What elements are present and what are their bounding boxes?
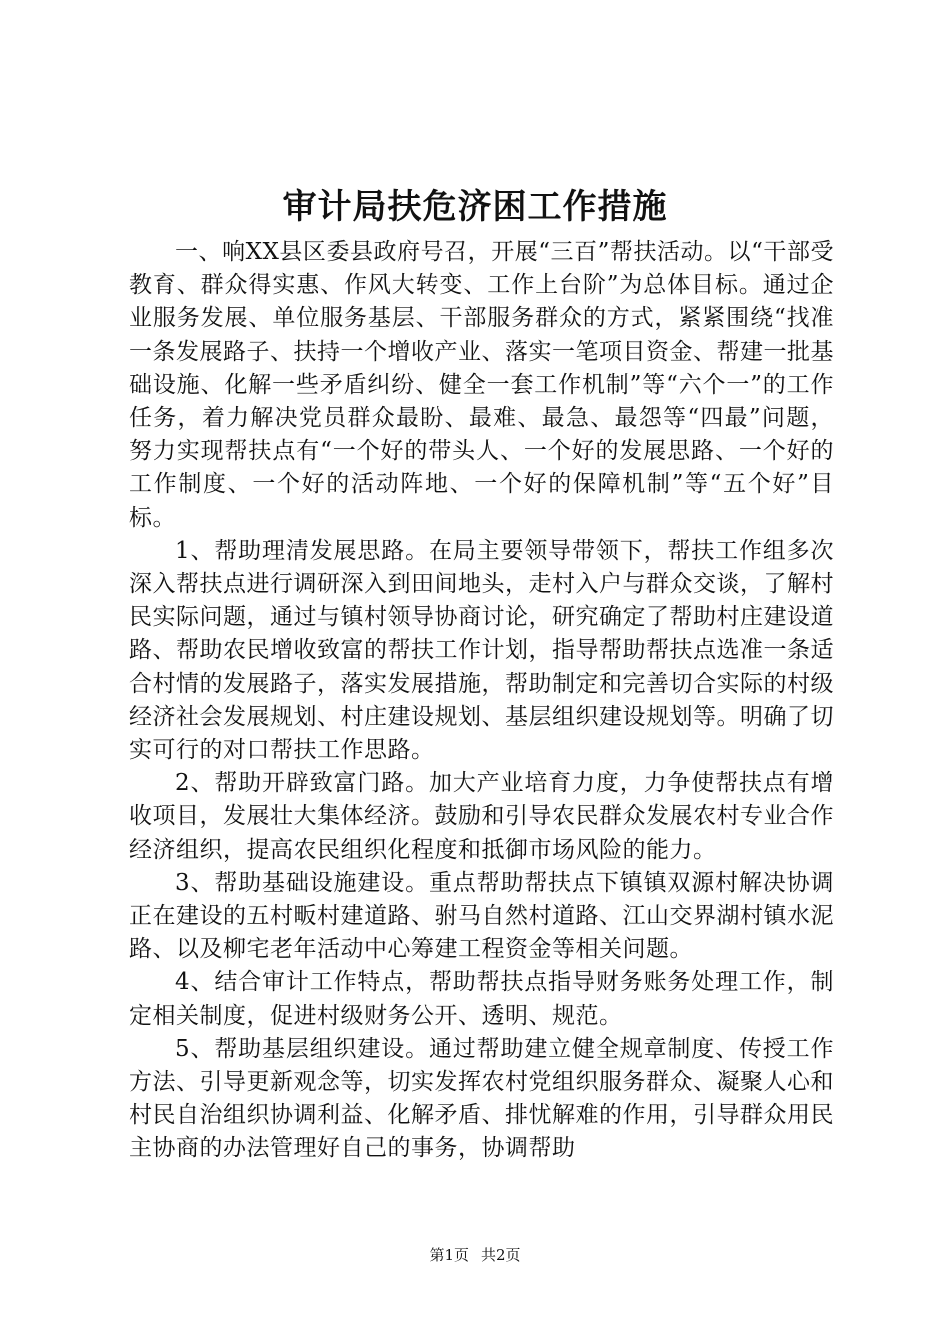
document-title: 审计局扶危济困工作措施 (282, 187, 668, 227)
page-number-total: 共2页 (481, 1246, 521, 1264)
document-body (129, 236, 834, 1166)
page-number-current: 第1页 (429, 1246, 469, 1264)
paragraph-item-2: 2、帮助开辟致富门路。加大产业培育力度，力争使帮扶点有增收项目，发展壮大集体经济。鼓励和引导农民群众发展农村专业合作经济组织，提高农民组织化程度和抵御市场风险的能力。 (129, 770, 834, 863)
paragraph-intro: 一、响XX县区委县政府号召，开展“三百”帮扶活动。以“干部受教育、群众得实惠、作风大转变、工作上台阶”为总体目标。通过企业服务发展、单位服务基层、干部服务群众的方式，紧紧围绕“找准一条发展路子、扶持一个增收产业、落实一笔项目资金、帮建一批基础设施、化解一些矛盾纠纷、健全一套工作机制”等“六个一”的工作任务，着力解决党员群众最盼、最难、最急、最怨等“四最”问题，努力实现帮扶点有“一个好的带头人、一个好的发展思路、一个好的工作制度、一个好的活动阵地、一个好的保障机制”等“五个好”目标。 (129, 239, 834, 531)
page-footer (0, 1244, 950, 1266)
paragraph-item-1: 1、帮助理清发展思路。在局主要领导带领下，帮扶工作组多次深入帮扶点进行调研深入到田间地头，走村入户与群众交谈，了解村民实际问题，通过与镇村领导协商讨论，研究确定了帮助村庄建设道路、帮助农民增收致富的帮扶工作计划，指导帮助帮扶点选准一条适合村情的发展路子，落实发展措施，帮助制定和完善切合实际的村级经济社会发展规划、村庄建设规划、基层组织建设规划等。明确了切实可行的对口帮扶工作思路。 (129, 537, 834, 764)
paragraph-item-3: 3、帮助基础设施建设。重点帮助帮扶点下镇镇双源村解决协调正在建设的五村畈村建道路、驸马自然村道路、江山交界湖村镇水泥路、以及柳宅老年活动中心筹建工程资金等相关问题。 (129, 869, 834, 963)
paragraph-item-5: 5、帮助基层组织建设。通过帮助建立健全规章制度、传授工作方法、引导更新观念等，切实发挥农村党组织服务群众、凝聚人心和村民自治组织协调利益、化解矛盾、排忧解难的作用，引导群众用民主协商的办法管理好自己的事务，协调帮助 (129, 1035, 834, 1162)
paragraph-item-4: 4、结合审计工作特点，帮助帮扶点指导财务账务处理工作，制定相关制度，促进村级财务公开、透明、规范。 (129, 969, 834, 1029)
